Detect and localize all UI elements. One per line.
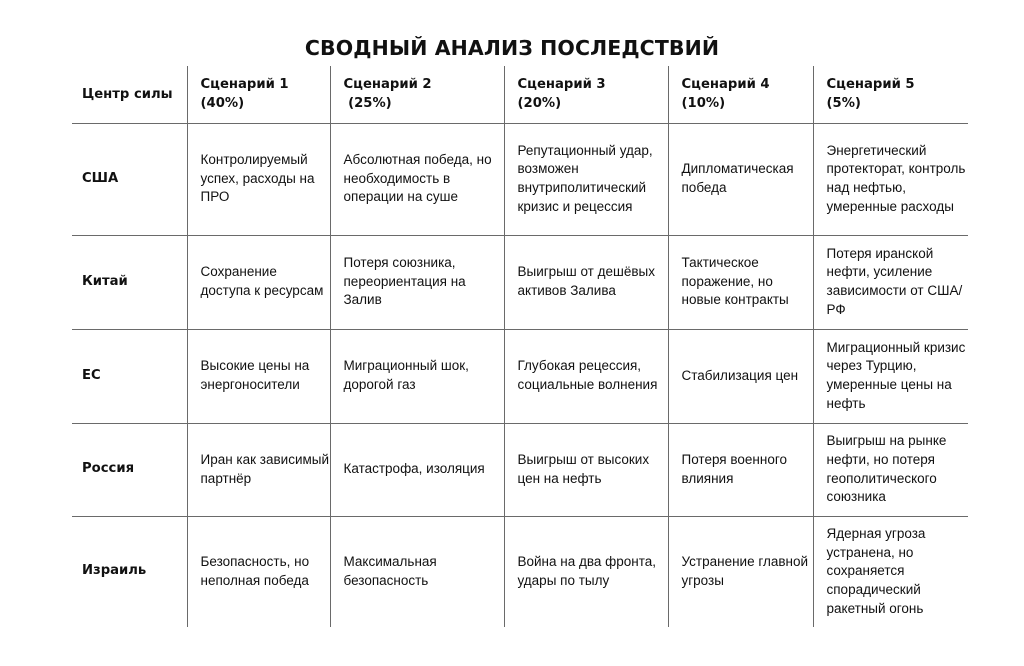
scenario-probability: (25%) bbox=[343, 96, 392, 111]
table-cell: Высокие цены на энергоносители bbox=[187, 329, 330, 423]
scenario-name: Сценарий 2 bbox=[343, 77, 432, 92]
table-cell: Стабилизация цен bbox=[668, 329, 813, 423]
table-row-china bbox=[72, 235, 968, 329]
row-header-israel: Израиль bbox=[82, 563, 147, 579]
table-cell: Выигрыш от высоких цен на нефть bbox=[504, 423, 668, 516]
header-scenario-1 bbox=[187, 66, 330, 123]
table-cell: Миграционный шок, дорогой газ bbox=[330, 329, 504, 423]
scenario-probability: (10%) bbox=[681, 96, 726, 111]
scenario-probability: (20%) bbox=[517, 96, 562, 111]
table-row-israel bbox=[72, 516, 968, 627]
table-cell: Репутационный удар, возможен внутриполитический кризис и рецессия bbox=[504, 123, 668, 235]
table-cell: Тактическое поражение, но новые контракты bbox=[668, 235, 813, 329]
header-scenario-3 bbox=[504, 66, 668, 123]
table-cell: Сохранение доступа к ресурсам bbox=[187, 235, 330, 329]
page-title: СВОДНЫЙ АНАЛИЗ ПОСЛЕДСТВИЙ bbox=[304, 36, 720, 60]
table-row-eu bbox=[72, 329, 968, 423]
table-cell: Ядерная угроза устранена, но сохраняется спорадический ракетный огонь bbox=[813, 516, 968, 627]
scenario-probability: (5%) bbox=[826, 96, 861, 111]
table-cell: Выигрыш на рынке нефти, но потеря геополитического союзника bbox=[813, 423, 968, 516]
scenario-name: Сценарий 3 bbox=[517, 77, 606, 92]
row-header-china: Китай bbox=[72, 235, 187, 329]
scenario-probability: (40%) bbox=[200, 96, 245, 111]
table-cell: Устранение главной угрозы bbox=[668, 516, 813, 627]
table-cell: Дипломатическая победа bbox=[668, 123, 813, 235]
table-cell: Глубокая рецессия, социальные волнения bbox=[504, 329, 668, 423]
header-scenario-4 bbox=[668, 66, 813, 123]
summary-table bbox=[72, 66, 968, 627]
row-header-eu: ЕС bbox=[72, 329, 187, 423]
table-cell: Максимальная безопасность bbox=[330, 516, 504, 627]
table-cell: Иран как зависимый партнёр bbox=[187, 423, 330, 516]
table-cell: Потеря военного влияния bbox=[668, 423, 813, 516]
table-cell: Миграционный кризис через Турцию, умеренные цены на нефть bbox=[813, 329, 968, 423]
table-cell: Безопасность, но неполная победа bbox=[187, 516, 330, 627]
table-cell: Энергетический протекторат, контроль над нефтью, умеренные расходы bbox=[813, 123, 968, 235]
row-header-russia: Россия bbox=[72, 423, 187, 516]
table-header-row bbox=[72, 66, 968, 123]
header-power-center: Центр силы bbox=[72, 66, 187, 123]
scenario-name: Сценарий 5 bbox=[826, 77, 915, 92]
table-cell: Потеря союзника, переориентация на Залив bbox=[330, 235, 504, 329]
table-cell: Катастрофа, изоляция bbox=[330, 423, 504, 516]
header-scenario-2 bbox=[330, 66, 504, 123]
table-cell: Абсолютная победа, но необходимость в операции на суше bbox=[330, 123, 504, 235]
scenario-name: Сценарий 1 bbox=[200, 77, 289, 92]
table-cell: Война на два фронта, удары по тылу bbox=[504, 516, 668, 627]
table-row-usa bbox=[72, 123, 968, 235]
table-cell: Контролируемый успех, расходы на ПРО bbox=[187, 123, 330, 235]
table-cell: Выигрыш от дешёвых активов Залива bbox=[504, 235, 668, 329]
table-row-russia bbox=[72, 423, 968, 516]
row-header-usa: США bbox=[72, 123, 187, 235]
scenario-name: Сценарий 4 bbox=[681, 77, 770, 92]
header-scenario-5 bbox=[813, 66, 968, 123]
table-cell: Потеря иранской нефти, усиление зависимости от США/РФ bbox=[813, 235, 968, 329]
